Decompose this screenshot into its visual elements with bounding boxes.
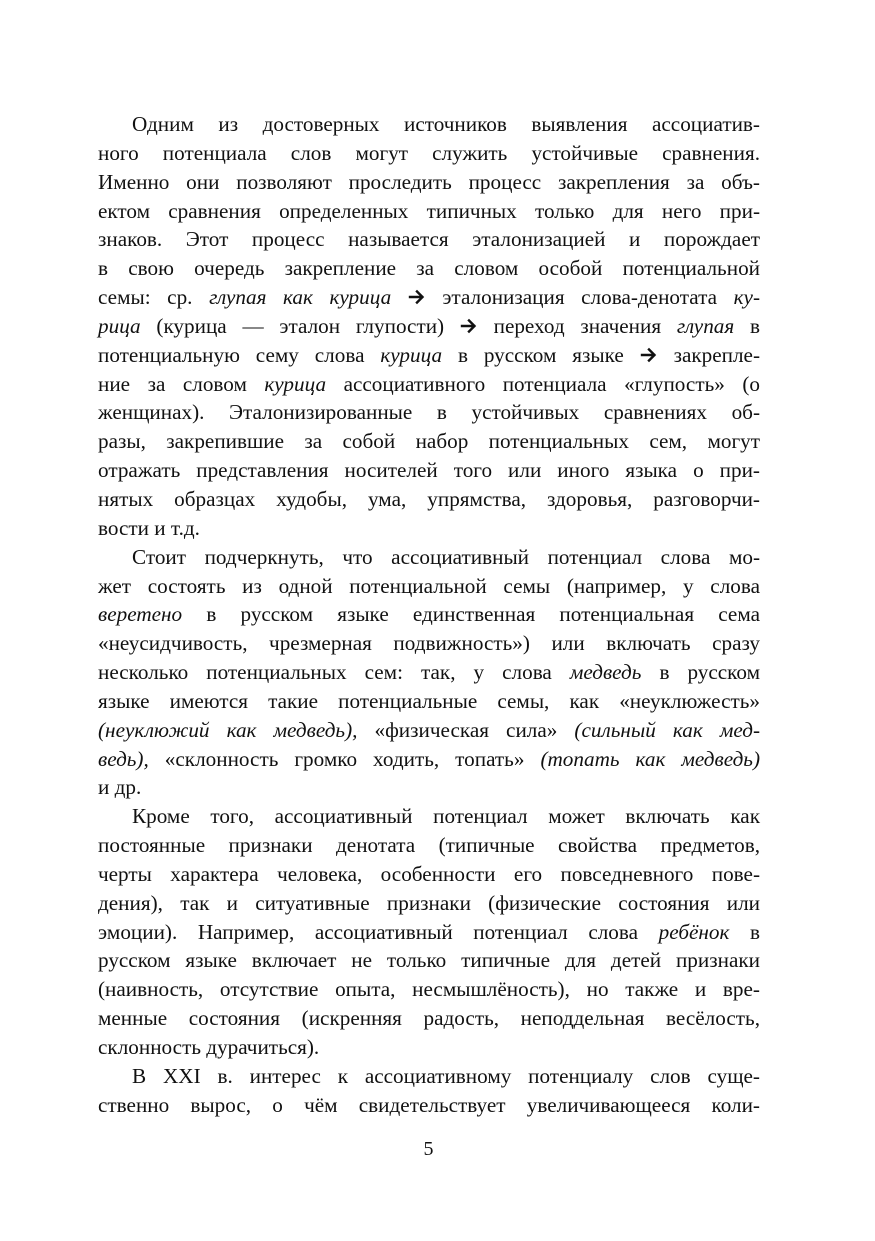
text-line	[98, 485, 760, 514]
paragraph	[98, 802, 760, 1062]
text-run: нятых образцах худобы, ума, упрямства, здоровья, разговорчи-	[98, 486, 760, 511]
text-line	[98, 745, 760, 774]
text-line	[98, 658, 760, 687]
text-line	[98, 370, 760, 399]
text-run: Стоит подчеркнуть, что ассоциативный потенциал слова мо-	[132, 544, 760, 569]
italic-text: ребёнок	[658, 919, 730, 944]
text-run: семы: ср.	[98, 285, 210, 310]
text-run: Кроме того, ассоциативный потенциал может включать как	[132, 804, 760, 829]
text-run: «физическая сила»	[357, 717, 575, 742]
text-run: постоянные признаки денотата (типичные свойства предметов,	[98, 833, 760, 858]
text-line	[98, 629, 760, 658]
text-line	[98, 197, 760, 226]
arrow-right-icon	[408, 288, 426, 306]
text-run: менные состояния (искренняя радость, неподдельная весёлость,	[98, 1006, 760, 1031]
text-line	[98, 283, 760, 312]
text-run: эталонизация слова-денотата	[425, 285, 734, 310]
italic-text: (неуклюжий как медведь),	[98, 717, 358, 742]
text-run: вости и т.д.	[98, 515, 200, 540]
text-run: ственно вырос, о чём свидетельствует увеличивающееся коли-	[98, 1092, 760, 1117]
text-run: (курица — эталон глупости)	[140, 313, 460, 338]
italic-text: курица	[264, 371, 327, 396]
italic-text: глупая	[676, 313, 735, 338]
text-run: в русском языке	[442, 342, 640, 367]
text-run: ного потенциала слов могут служить устойчивые сравнения.	[98, 140, 760, 165]
italic-text: курица	[380, 342, 443, 367]
text-line	[98, 975, 760, 1004]
text-run: несколько потенциальных сем: так, у слова	[98, 660, 570, 685]
text-run: эмоции). Например, ассоциативный потенциал слова	[98, 919, 659, 944]
text-run: закрепле-	[657, 342, 761, 367]
italic-text: (сильный как мед-	[574, 717, 760, 742]
text-line	[98, 716, 760, 745]
text-line	[98, 398, 760, 427]
text-run: знаков. Этот процесс называется эталонизацией и порождает	[98, 227, 760, 252]
text-run: языке имеются такие потенциальные семы, как «неуклюжесть»	[98, 688, 760, 713]
text-line	[98, 946, 760, 975]
page-number: 5	[423, 1138, 434, 1160]
text-line	[98, 139, 760, 168]
text-line	[98, 514, 760, 543]
text-line	[98, 802, 760, 831]
text-run: «неусидчивость, чрезмерная подвижность») или включать сразу	[98, 631, 760, 656]
italic-text: рица	[98, 313, 141, 338]
text-run: потенциальную сему слова	[98, 342, 381, 367]
text-run: Одним из достоверных источников выявления ассоциатив-	[132, 112, 760, 136]
text-run: и др.	[98, 775, 142, 800]
text-line	[98, 427, 760, 456]
text-line	[98, 312, 760, 341]
body-text	[98, 110, 760, 1120]
paragraph	[98, 1062, 760, 1120]
italic-text: веретено	[98, 602, 183, 627]
text-line	[98, 889, 760, 918]
text-line	[98, 600, 760, 629]
paragraph	[98, 543, 760, 803]
text-run: русском языке включает не только типичные для детей признаки	[98, 948, 760, 973]
text-run: Именно они позволяют проследить процесс закрепления за объ-	[98, 169, 760, 194]
text-run: ектом сравнения определенных типичных только для него при-	[98, 198, 760, 223]
text-line	[98, 225, 760, 254]
text-run: дения), так и ситуативные признаки (физические состояния или	[98, 890, 760, 915]
text-run: в	[734, 313, 760, 338]
italic-text: (топать как медведь)	[540, 746, 760, 771]
text-run: ние за словом	[98, 371, 265, 396]
text-run: склонность дурачиться).	[98, 1035, 320, 1059]
text-run: жет состоять из одной потенциальной семы (например, у слова	[98, 573, 760, 598]
text-run: в	[729, 919, 760, 944]
italic-text: ведь),	[98, 746, 149, 771]
text-line	[98, 341, 760, 370]
text-run	[391, 285, 408, 309]
text-run: разы, закрепившие за собой набор потенциальных сем, могут	[98, 429, 760, 454]
text-line	[98, 254, 760, 283]
text-run: В XXI в. интерес к ассоциативному потенциалу слов суще-	[132, 1063, 760, 1088]
text-line	[98, 1004, 760, 1033]
text-run: ассоциативного потенциала «глупость» (о	[326, 371, 760, 396]
italic-text: глупая как курица	[209, 285, 392, 310]
text-line	[98, 1091, 760, 1120]
text-run: отражать представления носителей того или иного языка о при-	[98, 458, 760, 483]
text-run: переход значения	[477, 313, 677, 338]
italic-text: ку-	[733, 285, 760, 310]
text-run: в русском	[641, 660, 760, 685]
text-line	[98, 773, 760, 802]
text-line	[98, 1033, 760, 1062]
text-line	[98, 572, 760, 601]
text-line	[98, 456, 760, 485]
text-run: черты характера человека, особенности его повседневного пове-	[98, 861, 760, 886]
text-run: в русском языке единственная потенциальная сема	[182, 602, 760, 627]
text-line	[98, 860, 760, 889]
text-line	[98, 918, 760, 947]
paragraph	[98, 110, 760, 543]
text-run: женщинах). Эталонизированные в устойчивых сравнениях об-	[98, 400, 760, 425]
text-line	[98, 543, 760, 572]
text-line	[98, 687, 760, 716]
text-line	[98, 831, 760, 860]
italic-text: медведь	[569, 660, 642, 685]
text-run: (наивность, отсутствие опыта, несмышлёность), но также и вре-	[98, 977, 760, 1002]
text-line	[98, 168, 760, 197]
arrow-right-icon	[460, 317, 478, 335]
text-line	[98, 110, 760, 139]
arrow-right-icon	[640, 346, 658, 364]
text-line	[98, 1062, 760, 1091]
text-run: в свою очередь закрепление за словом особой потенциальной	[98, 256, 760, 281]
text-run: «склонность громко ходить, топать»	[148, 746, 541, 771]
